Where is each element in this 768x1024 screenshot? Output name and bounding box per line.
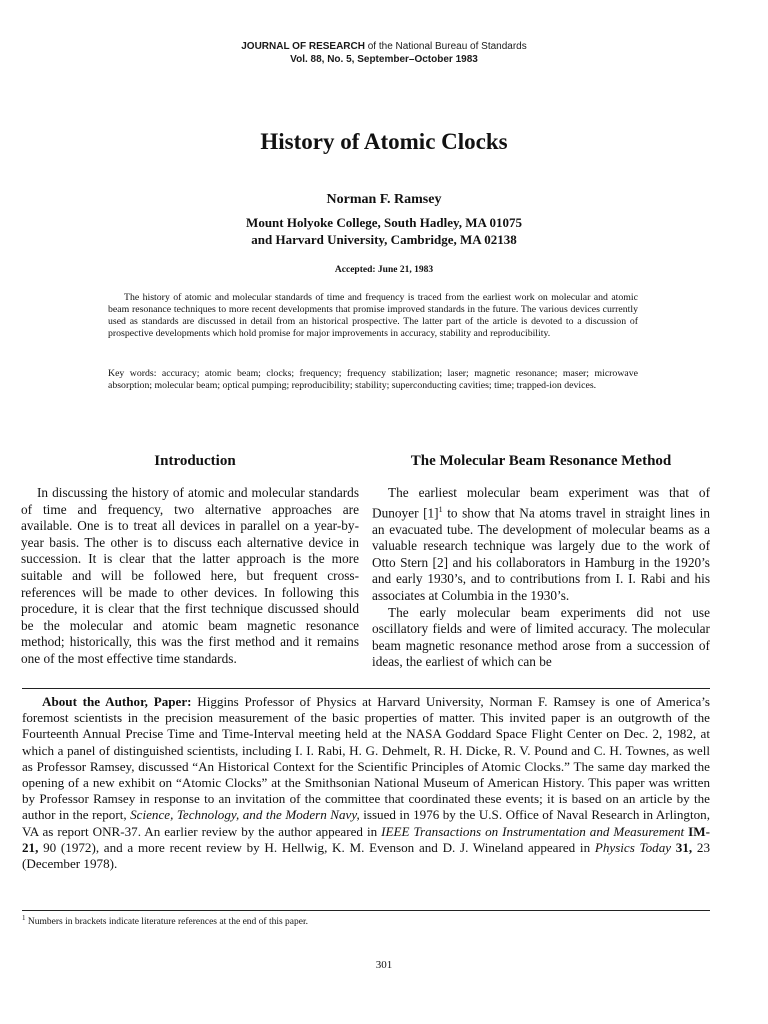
report-title: Science, Technology, and the Modern Navy, xyxy=(130,807,360,823)
section-heading-molecular-beam: The Molecular Beam Resonance Method xyxy=(410,453,672,469)
molecular-beam-column xyxy=(372,485,710,684)
journal-title-physics-today: Physics Today xyxy=(594,839,672,855)
journal-issue: Vol. 88, No. 5, September–October 1983 xyxy=(290,54,478,65)
introduction-column xyxy=(21,485,359,684)
abstract-text: The history of atomic and molecular standards of time and frequency is traced from the earliest work on molecular and atomic beam resonance techniques to more recent developments that promise improved standards in the future. The various devices currently used as standards are discussed in detail from an historical prospective. The latter part of the article is devoted to a discussion of prospective developments which hold promise for major improvements in accuracy, stability and reproducibility. xyxy=(108,292,638,339)
affiliation-line-2: and Harvard University, Cambridge, MA 02138 xyxy=(251,232,517,247)
paper-title: History of Atomic Clocks xyxy=(260,129,508,154)
page-number: 301 xyxy=(375,959,393,971)
abstract xyxy=(108,292,638,340)
about-label: About the Author, Paper: xyxy=(42,694,192,709)
footnote-rule xyxy=(22,910,710,911)
molecular-beam-paragraph-2: The early molecular beam experiments did not use oscillatory fields and were of limited accuracy. The molecular beam magnetic resonance method arose from a succession of ideas, the earliest of which can be xyxy=(372,604,710,670)
accepted-date: Accepted: June 21, 1983 xyxy=(334,265,434,275)
author-affiliation xyxy=(0,214,768,248)
author-name: Norman F. Ramsey xyxy=(326,192,442,207)
about-the-author: About the Author, Paper: Higgins Professor of Physics at Harvard University, Norman F. Ramsey is one of America’s foremost scientists in the precision measurement of the basic properties of matter. This invited paper is an outgrowth of the Fourteenth Annual Precise Time and Time-Interval meeting held at the NASA Goddard Space Flight Center on Dec. 2, 1982, at which a panel of distinguished scientists, including I. I. Rabi, H. G. Dehmelt, R. H. Dicke, R. V. Pound and C. H. Townes, as well as Professor Ramsey, discussed “An Historical Context for the Scientific Principles of Atomic Clocks.” The same day marked the opening of a new exhibit on “Atomic Clocks” at the Smithsonian National Museum of American History. This paper was written by Professor Ramsey in response to an invitation of the committee that coordinated these events; it is based on an article by the author in the report, Science, Technology, and the Modern Navy, issued in 1976 by the U.S. Office of Naval Research in Arlington, VA as report ONR-37. An earlier review by the author appeared in IEEE Transactions on Instrumentation and Measurement IM-21, 90 (1972), and a more recent review by H. Hellwig, K. M. Evenson and D. J. Wineland appeared in Physics Today 31, 23 (December 1978). xyxy=(22,694,711,872)
keywords: Key words: accuracy; atomic beam; clocks; frequency; frequency stabilization; laser; magnetic resonance; maser; microwave absorption; molecular beam; optical pumping; reproducibility; stability; superconducting cavities; time; trapped-ion devices. xyxy=(108,368,638,391)
journal-header xyxy=(0,40,768,66)
molecular-beam-paragraph-1: The earliest molecular beam experiment was that of Dunoyer $[1]^1$ to show that Na atoms travel in straight lines in an evacuated tube. The development of molecular beams as a valuable research technique was largely due to the work of Otto Stern [2] and his collaborators in Hamburg in the 1920’s and early 1930’s, and to contributions from I. I. Rabi and his associates at Columbia in the 1930’s. xyxy=(372,485,710,603)
about-box-top-rule xyxy=(22,688,710,689)
section-heading-introduction: Introduction xyxy=(154,453,236,469)
footnote: $^1$ Numbers in brackets indicate literature references at the end of this paper. xyxy=(22,914,309,928)
journal-name: JOURNAL OF RESEARCH xyxy=(241,41,365,52)
journal-subname: of the National Bureau of Standards xyxy=(367,41,527,52)
journal-title-ieee: IEEE Transactions on Instrumentation and Measurement xyxy=(381,823,685,839)
footnote-marker: 1 xyxy=(438,504,443,514)
affiliation-line-1: Mount Holyoke College, South Hadley, MA 01075 xyxy=(246,215,522,230)
introduction-paragraph: In discussing the history of atomic and molecular standards of time and frequency, two alternative approaches are available. One is to treat all devices in parallel on a year-by-year basis. The other is to discuss each alternative device in succession. It is clear that the latter approach is the more suitable and will be followed here, but frequent cross-references will be made to other devices. In following this procedure, it is clear that the first technique discussed should be the molecular and atomic beam magnetic resonance method; historically, this was the first method and it remains one of the most effective time standards. xyxy=(21,485,359,666)
journal-header-line1 xyxy=(0,40,768,53)
